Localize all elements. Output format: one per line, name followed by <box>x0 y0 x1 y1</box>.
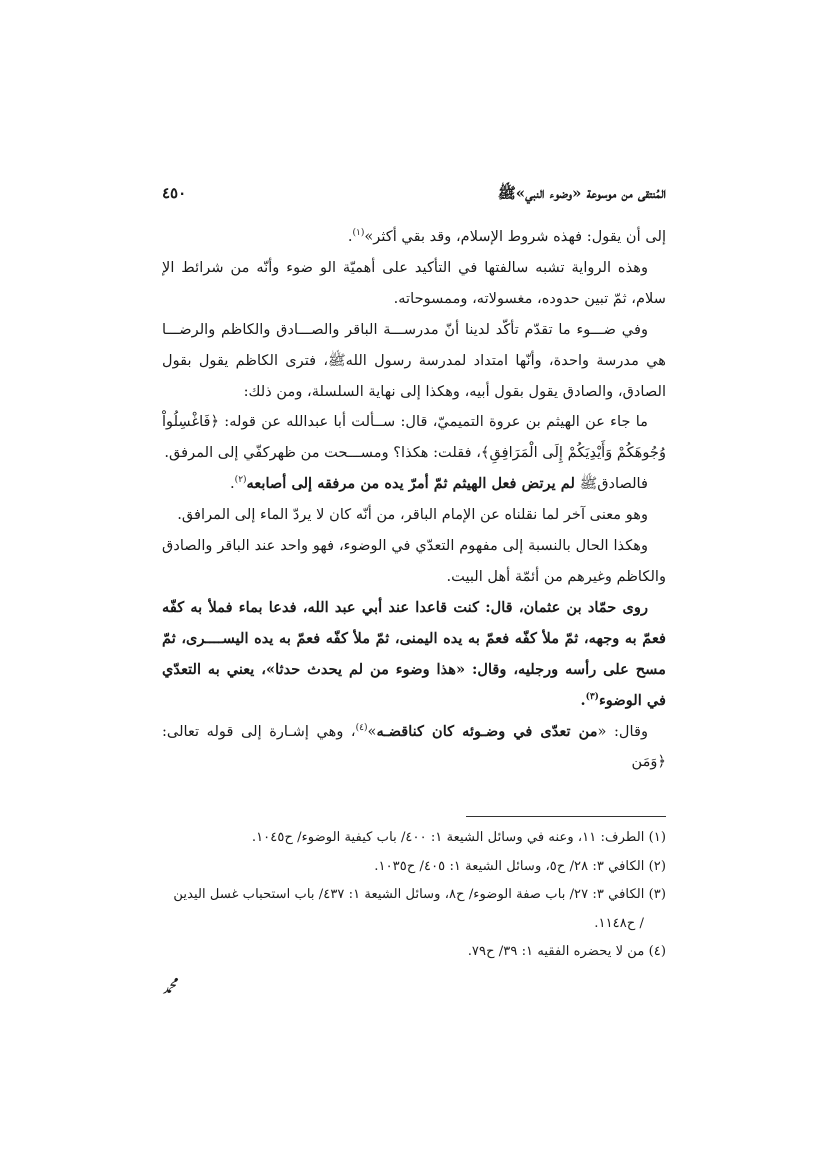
footnote-ref-1[interactable]: (١) <box>352 228 365 239</box>
footnote-3-continued: / ح١١٤٨. <box>594 915 644 931</box>
paragraph-9-a: وقال: « <box>597 722 648 740</box>
paragraph-9 <box>162 717 666 779</box>
paragraph-9-c: » <box>367 722 377 740</box>
main-text <box>162 222 666 778</box>
paragraph-5-end: . <box>230 475 235 493</box>
paragraph-1-text: إلى أن يقول: فهذه شروط الإسلام، وقد بقي أكثر» <box>364 228 666 245</box>
paragraph-6: وهو معنى آخر لما نقلناه عن الإمام الباقر، من أنّه كان لا يردّ الماء إلى المرافق. <box>177 506 648 524</box>
footnote-4: (٤) من لا يحضره الفقيه ١: ٣٩/ ح٧٩. <box>467 944 666 960</box>
paragraph-2: وهذه الرواية تشبه سالفتها في التأكيد على أهميّة الو ضوء وأنّه من شرائط الإ سلام، ثمّ تبين حدوده، مغسولاته، وممسوحاته. <box>162 258 666 307</box>
paragraph-8-end: . <box>580 691 586 709</box>
paragraph-1 <box>162 222 666 253</box>
paragraph-5 <box>162 469 666 500</box>
footnote-2: (٢) الكافي ٣: ٢٨/ ح٥، وسائل الشيعة ١: ٤٠٥/ ح١٠٣٥. <box>374 858 666 874</box>
paragraph-9-d: ، وهي إشـارة إلى قوله تعالى: ﴿وَمَن <box>162 722 666 771</box>
footnote-ref-3[interactable]: (٣) <box>585 691 599 702</box>
running-title: المُنتقى من موسوعة «وضوء النبي»ﷺ <box>497 184 666 202</box>
paragraph-8-text: روى حمّاد بن عثمان، قال: كنت قاعدا عند أبي عبد الله، فدعا بماء فملأ به كفّه فعمّ به وجهه، ثمّ ملأ كفّه فعمّ به يده اليمنى، ثمّ ملأ كفّه فعمّ به يده اليســــرى، ثمّ مسح على رأسه ورجليه، وقال: «هذا وضوء من لم يحدث حدثا»، يعني به التعدّي في الوضوء <box>162 598 666 709</box>
end-mark: ﷴ <box>162 979 179 997</box>
page-number: ٤٥٠ <box>162 184 187 202</box>
footnote-ref-4[interactable]: (٤) <box>355 722 368 733</box>
paragraph-1-end: . <box>347 228 353 245</box>
paragraph-5-start: فالصادقﷺ <box>579 475 648 493</box>
paragraph-7: وهكذا الحال بالنسبة إلى مفهوم التعدّي في الوضوء، فهو واحد عند الباقر والصادق والكاظم وغيرهم من أئمّة أهل البيت. <box>162 537 666 585</box>
paragraph-3: وفي ضـــوء ما تقدّم تأكّد لدينا أنّ مدرســـة الباقر والصـــادق والكاظم والرضـــا هي مدرسة واحدة، وأنّها امتداد لمدرسة رسول اللهﷺ، فترى الكاظم يقول بقول الصادق، والصادق يقول بقول أبيه، وهكذا إلى نهاية السلسلة، ومن ذلك: <box>162 320 666 400</box>
paragraph-9-quote: من تعدّى في وضـوئه كان كناقضـه <box>376 722 598 740</box>
paragraph-8 <box>162 593 666 717</box>
paragraph-4: ما جاء عن الهيثم بن عروة التميميّ، قال: ســألت أبا عبدالله عن قوله: ﴿فَاغْسِلُواْ وُجُوهَكُمْ وَأَيْدِيَكُمْ إِلَى الْمَرَافِقِ﴾، فقلت: هكذا؟ ومســـحت من ظهركفّي إلى المرفق. <box>162 413 666 462</box>
footnote-separator <box>466 816 666 817</box>
page-header <box>162 184 666 206</box>
paragraph-5-bold: لم يرتض فعل الهيثم ثمّ أمرّ يده من مرفقه إلى أصابعه <box>246 475 575 493</box>
footnotes <box>162 824 666 967</box>
footnote-3: (٣) الكافي ٣: ٢٧/ باب صفة الوضوء/ ح٨، وسائل الشيعة ١: ٤٣٧/ باب استحباب غسل اليدين <box>173 887 666 903</box>
footnote-ref-2[interactable]: (٢) <box>234 475 247 486</box>
footnote-1: (١) الطرف: ١١، وعنه في وسائل الشيعة ١: ٤٠٠/ باب كيفية الوضوء/ ح١٠٤٥. <box>251 830 666 845</box>
